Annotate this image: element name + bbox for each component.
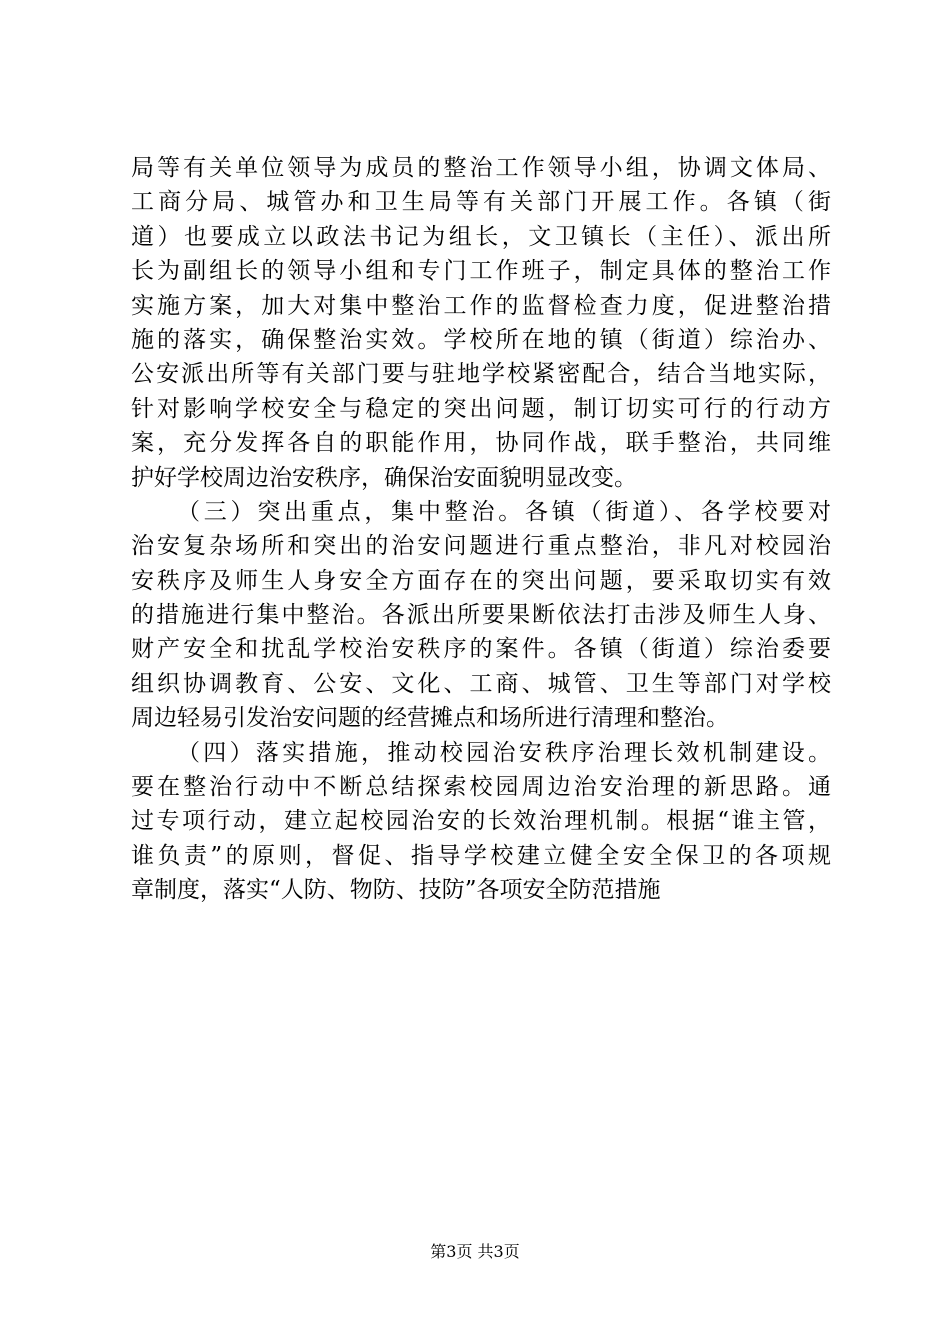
text-line: 过专项行动，建立起校园治安的长效治理机制。根据“谁主管， <box>131 808 831 835</box>
text-line: 实施方案，加大对集中整治工作的监督检查力度，促进整治措 <box>131 292 831 319</box>
text-line: 长为副组长的领导小组和专门工作班子，制定具体的整治工作 <box>131 258 831 285</box>
text-line: 要在整治行动中不断总结探索校园周边治安治理的新思路。通 <box>131 774 831 801</box>
text-line: 治安复杂场所和突出的治安问题进行重点整治，非凡对校园治 <box>131 533 831 560</box>
text-line: 章制度，落实“人防、物防、技防”各项安全防范措施 <box>131 877 661 904</box>
text-line: 道）也要成立以政法书记为组长，文卫镇长（主任）、派出所 <box>131 223 831 250</box>
text-line: 工商分局、城管办和卫生局等有关部门开展工作。各镇（街 <box>131 189 831 216</box>
text-line: 谁负责”的原则，督促、指导学校建立健全安全保卫的各项规 <box>131 842 831 869</box>
text-line: 局等有关单位领导为成员的整治工作领导小组，协调文体局、 <box>131 155 831 181</box>
paragraph-heading-line: （三）突出重点，集中整治。各镇（街道）、各学校要对 <box>177 498 831 525</box>
text-line: 财产安全和扰乱学校治安秩序的案件。各镇（街道）综治委要 <box>131 636 831 663</box>
text-line: 的措施进行集中整治。各派出所要果断依法打击涉及师生人身、 <box>131 602 831 629</box>
document-body <box>131 151 831 908</box>
text-line: 护好学校周边治安秩序，确保治安面貌明显改变。 <box>131 464 637 491</box>
page-number-footer: 第3页 共3页 <box>430 1242 520 1261</box>
text-line: 周边轻易引发治安问题的经营摊点和场所进行清理和整治。 <box>131 705 729 732</box>
text-line: 案，充分发挥各自的职能作用，协同作战，联手整治，共同维 <box>131 430 831 457</box>
paragraph-heading-line: （四）落实措施，推动校园治安秩序治理长效机制建设。 <box>177 739 831 766</box>
text-line: 针对影响学校安全与稳定的突出问题，制订切实可行的行动方 <box>131 395 831 422</box>
text-line: 安秩序及师生人身安全方面存在的突出问题，要采取切实有效 <box>131 567 831 594</box>
text-line: 公安派出所等有关部门要与驻地学校紧密配合，结合当地实际， <box>131 361 831 388</box>
text-line: 施的落实，确保整治实效。学校所在地的镇（街道）综治办、 <box>131 326 831 353</box>
text-line: 组织协调教育、公安、文化、工商、城管、卫生等部门对学校 <box>131 670 831 697</box>
